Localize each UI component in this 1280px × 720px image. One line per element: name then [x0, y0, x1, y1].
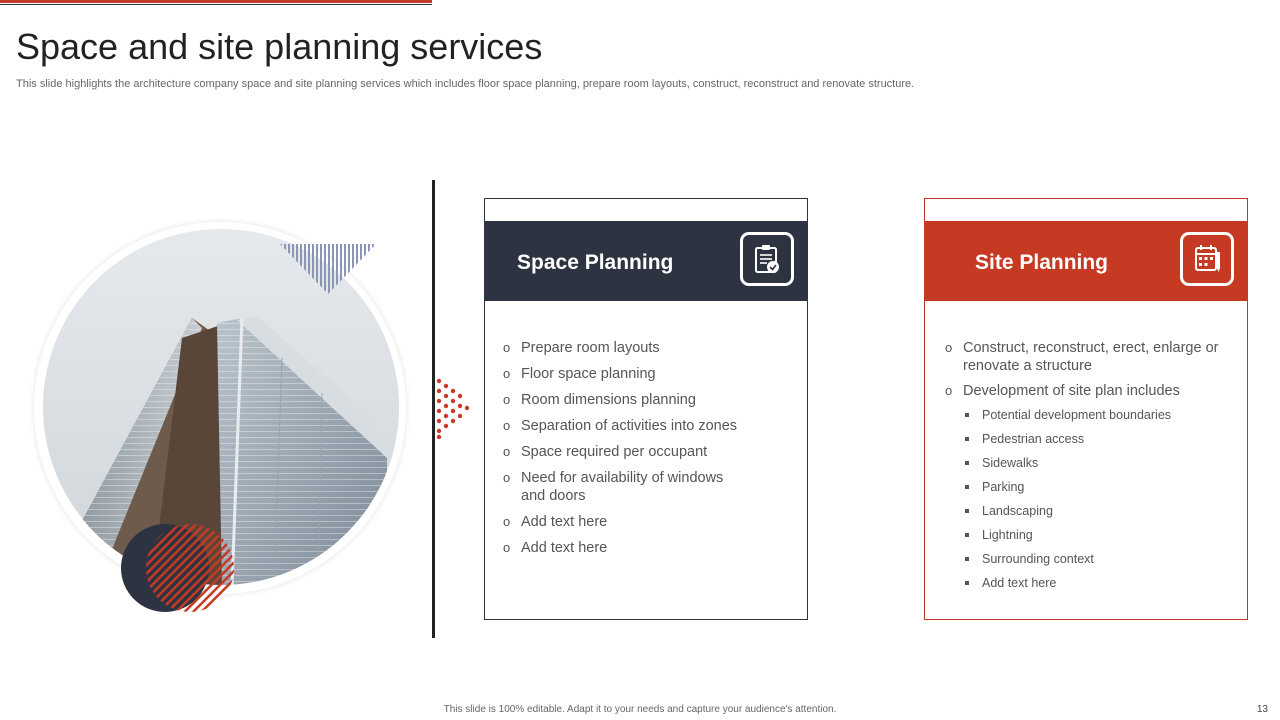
list-item: o Construct, reconstruct, erect, enlarge or renovate a structure	[943, 339, 1225, 375]
sublist-item: Lightning	[963, 527, 1235, 543]
list-item	[943, 382, 1235, 591]
site-planning-card	[924, 198, 1248, 620]
dot-chevron-decoration	[436, 378, 472, 440]
sublist-item: Add text here	[963, 575, 1235, 591]
sublist-item: Potential development boundaries	[963, 407, 1235, 423]
page-title: Space and site planning services	[16, 26, 543, 67]
space-planning-title: Space Planning	[517, 251, 674, 274]
sublist-item: Landscaping	[963, 503, 1235, 519]
list-item: o Space required per occupant	[501, 443, 793, 461]
space-planning-card	[484, 198, 808, 620]
list-item: o Add text here	[501, 513, 793, 531]
sublist-item: Pedestrian access	[963, 431, 1235, 447]
list-item-label: Development of site plan includes	[963, 383, 1180, 399]
calendar-pencil-icon	[1180, 232, 1234, 286]
top-accent-rule-dark	[0, 4, 432, 5]
space-planning-header	[485, 221, 807, 301]
site-planning-list	[943, 339, 1235, 599]
site-plan-sublist	[963, 407, 1235, 591]
list-item: o Need for availability of windows and doors	[501, 469, 741, 505]
list-item: o Separation of activities into zones	[501, 417, 793, 435]
sublist-item: Parking	[963, 479, 1235, 495]
sublist-item: Sidewalks	[963, 455, 1235, 471]
top-accent-rule-red	[0, 0, 432, 3]
page-subtitle: This slide highlights the architecture company space and site planning services which includes floor space planning, prepare room layouts, construct, reconstruct and renovate structure.	[16, 78, 915, 90]
decorative-circles	[120, 522, 236, 614]
clipboard-check-icon	[740, 232, 794, 286]
list-item: o Prepare room layouts	[501, 339, 793, 357]
sublist-item: Surrounding context	[963, 551, 1235, 567]
footer-note: This slide is 100% editable. Adapt it to your needs and capture your audience's attention.	[443, 704, 837, 715]
space-planning-list	[501, 339, 793, 565]
site-planning-title: Site Planning	[975, 251, 1109, 274]
site-planning-header	[925, 221, 1247, 301]
list-item: o Room dimensions planning	[501, 391, 793, 409]
list-item: o Add text here	[501, 539, 793, 557]
list-item: o Floor space planning	[501, 365, 793, 383]
striped-triangle-decoration	[280, 244, 376, 296]
vertical-divider	[432, 180, 435, 638]
page-number: 13	[1256, 704, 1268, 715]
